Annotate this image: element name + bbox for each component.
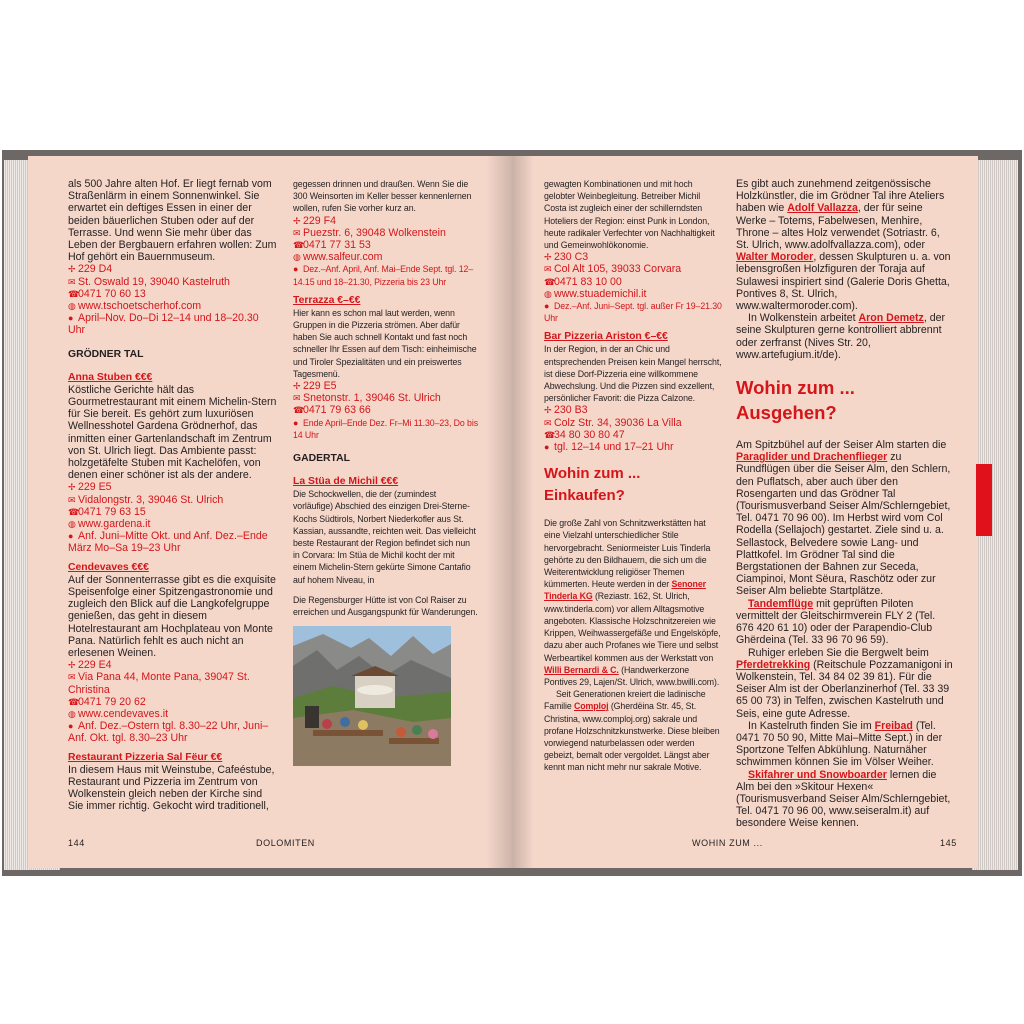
address-icon: ✉ xyxy=(68,672,76,683)
info-line: ✉ Vidalongstr. 3, 39046 St. Ulrich xyxy=(68,493,224,506)
ausgehen-paragraph-3: Ruhiger erleben Sie die Bergwelt beim Pferdetrekking (Reitschule Pozzamanigoni in Wolkenstein, Tel. 34 84 02 39 81). Für die Seiser Alm ist der Oberlanzinerhof (Tel. 33 39 65 00 73) in Telfen, zwischen Kastelruth und Seis, eine gute Adresse. xyxy=(736,646,953,720)
restaurant-description: In der Region, in der an Chic und entsprechenden Preisen kein Mangel herrscht, ist diese Dorf-Pizzeria eine willkommene Abwechslung. Und die Pizzen sind exzellent, persönlicher Favorit: die Pizza Calzone. xyxy=(544,344,722,404)
address-icon: ✉ xyxy=(544,417,552,428)
phone-icon: ☎ xyxy=(68,506,80,517)
gutter-shadow xyxy=(486,156,512,868)
artists-paragraph-2: In Wolkenstein arbeitet Aron Demetz, der seine Skulpturen gerne kontrolliert abbrennt oder zerfranst (Nives Str. 20, www.artefugium.it/de). xyxy=(736,312,946,361)
ausgehen-paragraph-4: In Kastelruth finden Sie im Freibad (Tel. 0471 70 50 90, Mitte Mai–Mitte Sept.) in der Sportzone Telfen Abkühlung. Naturnäher schwimmen können Sie im Völser Weiher. xyxy=(736,719,943,769)
map-grid-icon: ✢ xyxy=(68,264,76,275)
hours-icon: ● xyxy=(68,313,74,324)
web-icon: ◍ xyxy=(68,301,76,312)
info-line: ✢ 229 E4 xyxy=(68,659,112,672)
info-line: ◍ www.gardena.it xyxy=(68,518,151,531)
artist-link: Adolf Vallazza xyxy=(787,202,858,215)
running-head: WOHIN ZUM ... xyxy=(692,838,763,848)
info-line: ● Ende April–Ende Dez. Fr–Mi 11.30–23, Do bis 14 Uhr xyxy=(293,417,478,440)
phone-icon: ☎ xyxy=(544,429,556,440)
info-line: ☎0471 79 20 62 xyxy=(68,695,146,708)
address-icon: ✉ xyxy=(293,393,301,404)
restaurant-name: Cendevaves €€€ xyxy=(68,561,149,573)
info-line: ✢ 229 E5 xyxy=(293,380,337,393)
map-grid-icon: ✢ xyxy=(293,215,301,226)
web-icon: ◍ xyxy=(68,708,76,719)
page-number: 144 xyxy=(68,838,85,848)
section-heading-ausgehen: Wohin zum ... Ausgehen? xyxy=(736,377,855,424)
region-heading: GRÖDNER TAL xyxy=(68,348,144,360)
artists-paragraph-1: Es gibt auch zunehmend zeitgenössische Holzkünstler, die im Grödner Tal ihre Ateliers haben wie Adolf Vallazza, der für seine Werke – Totems, Fabelwesen, Menhire, Throne – altes Holz verwendet (Sotriastr. 6, St. Ulrich, www.adolfvallazza.com), oder Walter Moroder, dessen Skulpturen u. a. von lebensgroßen Holzfiguren der Toraja auf Sulawesi inspiriert sind (Galerie Doris Ghetta, Pontives 8, St. Ulrich, www.waltermoroder.com). xyxy=(736,178,951,313)
info-line: ✉ Colz Str. 34, 39036 La Villa xyxy=(544,416,682,429)
info-line: ◍ www.stuademichil.it xyxy=(544,287,647,300)
restaurant-description: In diesem Haus mit Weinstube, Cafeéstube, Restaurant und Pizzeria im Zentrum von Wolkenstein gleich neben der Kirche sind Sie immer richtig. Gekocht wird traditionell, xyxy=(68,763,275,813)
info-line: ☎0471 83 10 00 xyxy=(544,275,622,288)
info-line: ☎0471 70 60 13 xyxy=(68,287,146,300)
artist-link: Aron Demetz xyxy=(858,312,924,325)
restaurant-description: Köstliche Gerichte hält das Gourmetrestaurant mit einem Michelin-Stern für Sie bereit. Es gehört zum luxuriösen Wellnesshotel Gardena Grödnerhof, das inmitten einer Gartenlandschaft im Zentrum von St. Ulrich liegt. Das Ambiente passt: holzgetäfelte Stuben mit Kachelöfen, von denen einer schöner ist als der andere. xyxy=(68,383,277,482)
hours-icon: ● xyxy=(293,417,299,428)
hours-icon: ● xyxy=(544,442,550,453)
restaurant-name: Bar Pizzeria Ariston €–€€ xyxy=(544,331,668,343)
phone-icon: ☎ xyxy=(68,696,80,707)
activity-link: Freibad xyxy=(874,719,913,732)
restaurant-description-cont: gewagten Kombinationen und mit hoch gelobter Weinbegleitung. Betreiber Michil Costa ist zugleich einer der schillerndsten Hoteliers der Region: einst Punk in London, heute radikaler Verfechter von Nachhaltigkeit und Gemeinwohlökonomie. xyxy=(544,179,715,251)
einkaufen-paragraph-2: Seit Generationen kreiert die ladinische Familie Comploj (Gherdëina Str. 45, St. Christina, www.comploj.org) sakrale und profane Holzschnitzkunstwerke. Diese bleiben vorwiegend naturbelassen oder werden gebeizt, bemalt oder vergoldet. Längst aber kennt man nicht mehr nur sakrale Motive. xyxy=(544,689,720,773)
info-line: ◍ www.tschoetscherhof.com xyxy=(68,300,202,313)
hours-icon: ● xyxy=(68,721,74,732)
left-column-1 xyxy=(68,178,278,812)
info-line: ☎0471 79 63 66 xyxy=(293,404,371,417)
info-line: ✢ 229 F4 xyxy=(293,214,336,227)
info-line: ✢ 230 B3 xyxy=(544,404,588,417)
right-column-1 xyxy=(544,178,724,774)
info-line: ✉ Via Pana 44, Monte Pana, 39047 St. Christina xyxy=(68,671,250,696)
info-line: ✉ Col Alt 105, 39033 Corvara xyxy=(544,263,682,276)
map-grid-icon: ✢ xyxy=(293,381,301,392)
address-icon: ✉ xyxy=(544,264,552,275)
info-line: ✉ Snetonstr. 1, 39046 St. Ulrich xyxy=(293,392,441,405)
restaurant-name: Terrazza €–€€ xyxy=(293,294,361,306)
address-icon: ✉ xyxy=(293,227,301,238)
info-line: ☎0471 77 31 53 xyxy=(293,239,371,252)
activity-link: Skifahrer und Snowboarder xyxy=(748,768,887,781)
left-column-2 xyxy=(293,178,478,766)
hut-terrace-photo xyxy=(293,626,451,766)
info-line: ✢ 230 C3 xyxy=(544,251,589,264)
left-page xyxy=(28,156,512,868)
page-number: 145 xyxy=(940,838,957,848)
info-line: ◍ www.salfeur.com xyxy=(293,251,383,264)
chapter-tab-marker xyxy=(976,464,992,536)
address-icon: ✉ xyxy=(68,494,76,505)
activity-link: Pferdetrekking xyxy=(736,658,811,671)
phone-icon: ☎ xyxy=(544,276,556,287)
address-icon: ✉ xyxy=(68,276,76,287)
hof-description: als 500 Jahre alten Hof. Er liegt fernab vom Straßenlärm in einem Sonnenwinkel. Sie erwartet ein deftiges Essen in einer der beiden bäuerlichen Stuben oder auf der Terrasse. Und wenn Sie mehr über das Leben der Bergbauern erfahren wollen: Zum Hof gehört ein Bauernmuseum. xyxy=(68,178,277,264)
restaurant-description: Hier kann es schon mal laut werden, wenn Gruppen in die Pizzeria strömen. Aber dafür haben Sie auch schnell Kontakt und fast noch schneller Ihr Essen auf dem Tisch: einheimische und Tiroler Spezialitäten und ein preiswertes Tagesmenü. xyxy=(293,307,477,379)
map-grid-icon: ✢ xyxy=(544,405,552,416)
info-line: ◍ www.cendevaves.it xyxy=(68,707,169,720)
photo-caption: Die Regensburger Hütte ist von Col Raiser zu erreichen und Ausgangspunkt für Wanderungen. xyxy=(293,594,478,618)
shop-link: Senoner Tinderla KG xyxy=(544,579,706,602)
web-icon: ◍ xyxy=(544,288,552,299)
shop-link: Comploj xyxy=(574,701,609,712)
artist-link: Walter Moroder xyxy=(736,251,814,264)
ausgehen-paragraph-2: Tandemflüge mit geprüften Piloten vermittelt der Gleitschirmverein FLY 2 (Tel. 676 420 61 10) oder der Parapendio-Club Ghërdeina (Tel. 33 96 70 96 59). xyxy=(736,597,936,647)
phone-icon: ☎ xyxy=(293,240,305,251)
info-line: ☎34 80 30 80 47 xyxy=(544,428,625,441)
restaurant-name: Anna Stuben €€€ xyxy=(68,371,153,383)
info-line: ✢ 229 E5 xyxy=(68,481,112,494)
map-grid-icon: ✢ xyxy=(68,660,76,671)
region-heading: GADERTAL xyxy=(293,453,350,465)
info-line: ☎0471 79 63 15 xyxy=(68,505,146,518)
gutter-shadow xyxy=(512,156,534,868)
ausgehen-paragraph-5: Skifahrer und Snowboarder lernen die Alm bei den »Skitour Hexen« (Tourismusverband Seiser Alm/Schlerngebiet, Tel. 0471 70 96 00, www.seiseralm.it) auf besondere Weise kennen. xyxy=(736,768,951,830)
info-line: ✉ Puezstr. 6, 39048 Wolkenstein xyxy=(293,226,446,239)
phone-icon: ☎ xyxy=(68,288,80,299)
info-line: ● Anf. Juni–Mitte Okt. und Anf. Dez.–Ende März Mo–Sa 19–23 Uhr xyxy=(68,530,268,555)
restaurant-name: Restaurant Pizzeria Sal Fëur €€ xyxy=(68,751,223,763)
info-line: ● tgl. 12–14 und 17–21 Uhr xyxy=(544,441,674,454)
restaurant-description: Auf der Sonnenterrasse gibt es die exquisite Speisenfolge einer Spitzengastronomie und zugleich den Blick auf die Langkofelgruppe genießen, das geht in diesem Hotelrestaurant am Hochplateau von Monte Pana. Natürlich fehlt es auch nicht an erlesenen Weinen. xyxy=(68,573,276,659)
hours-icon: ● xyxy=(68,531,74,542)
info-line: ● Dez.–Anf. Juni–Sept. tgl. außer Fr 19–21.30 Uhr xyxy=(544,301,722,324)
info-line: ✢ 229 D4 xyxy=(68,263,113,276)
info-line: ● April–Nov. Do–Di 12–14 und 18–20.30 Uhr xyxy=(68,312,259,337)
activity-link: Paraglider und Drachenflieger xyxy=(736,451,888,464)
restaurant-description: Die Schockwellen, die der (zumindest vorläufige) Abschied des einzigen Drei-Sterne-Kochs Südtirols, Norbert Niederkofler aus St. Kassian, aussandte, reichten weit. Das vielleicht beste Restaurant der Region befindet sich nun in Corvara: Im Stüa de Michil kocht der mit einem Michelin-Stern gekürte Simone Cantafio auf hohem Niveau, in xyxy=(293,489,476,585)
right-column-2 xyxy=(736,178,954,830)
pizzeria-description-cont: gegessen drinnen und draußen. Wenn Sie die 300 Weinsorten im Keller besser kennenlernen wollen, rufen Sie vorher kurz an. xyxy=(293,179,472,214)
phone-icon: ☎ xyxy=(293,405,305,416)
info-line: ✉ St. Oswald 19, 39040 Kastelruth xyxy=(68,275,230,288)
map-grid-icon: ✢ xyxy=(68,482,76,493)
running-head: DOLOMITEN xyxy=(256,838,315,848)
hours-icon: ● xyxy=(293,264,299,275)
activity-link: Tandemflüge xyxy=(748,597,814,610)
web-icon: ◍ xyxy=(68,519,76,530)
map-grid-icon: ✢ xyxy=(544,252,552,263)
hof-info xyxy=(68,263,278,336)
einkaufen-paragraph-1: Die große Zahl von Schnitzwerkstätten hat eine Vielzahl unterschiedlicher Stile hervorgebracht. Seniormeister Luis Tinderla gehörte zu den Bildhauern, die sich um die Weiterentwicklung religiöser Themen kümmerten. Heute werden in der Senoner Tinderla KG (Reziastr. 162, St. Ulrich, www.tinderla.com) vor allem Alltagsmotive angeboten. Klassische Holzschnitzereien wie Krippen, Weihwassergefäße und Engelsköpfe, dazu aber auch Profanes wie Tiere und selbst Werbeartikel kommen aus der Werkstatt von Willi Bernardi & C. (Handwerkerzone Pontives 29, Lajen/St. Ulrich, www.bwilli.com). xyxy=(544,518,721,687)
web-icon: ◍ xyxy=(293,252,301,263)
restaurant-name: La Stüa de Michil €€€ xyxy=(293,476,399,488)
right-page xyxy=(512,156,978,868)
info-line: ● Anf. Dez.–Ostern tgl. 8.30–22 Uhr, Juni–Anf. Okt. tgl. 8.30–23 Uhr xyxy=(68,720,269,745)
info-line: ● Dez.–Anf. April, Anf. Mai–Ende Sept. tgl. 12–14.15 und 18–21.30, Pizzeria bis 23 Uhr xyxy=(293,264,474,287)
shop-link: Willi Bernardi & C. xyxy=(544,664,619,675)
section-heading-einkaufen: Wohin zum ... Einkaufen? xyxy=(544,465,641,505)
hours-icon: ● xyxy=(544,301,550,312)
ausgehen-paragraph-1: Am Spitzbühel auf der Seiser Alm starten die Paraglider und Drachenflieger zu Rundflügen über die Seiser Alm, den Schlern, den Puflatsch, aber auch über den Rosengarten und das Grödner Tal (Tourismusverband Seiser Alm/Schlerngebiet, Tel. 0471 70 96 00). Im Herbst wird vom Col Rodella (Sellajoch) gestartet. Ziele sind u. a. Sellastock, Belvedere sowie Lang- und Plattkofel. Im Grödner Tal sind die Bergstationen der Bahnen zur Seceda, Ciampinoi, Mont Sëura, Raschötz oder zur Seiser Alm beliebte Startplätze. xyxy=(736,439,951,598)
